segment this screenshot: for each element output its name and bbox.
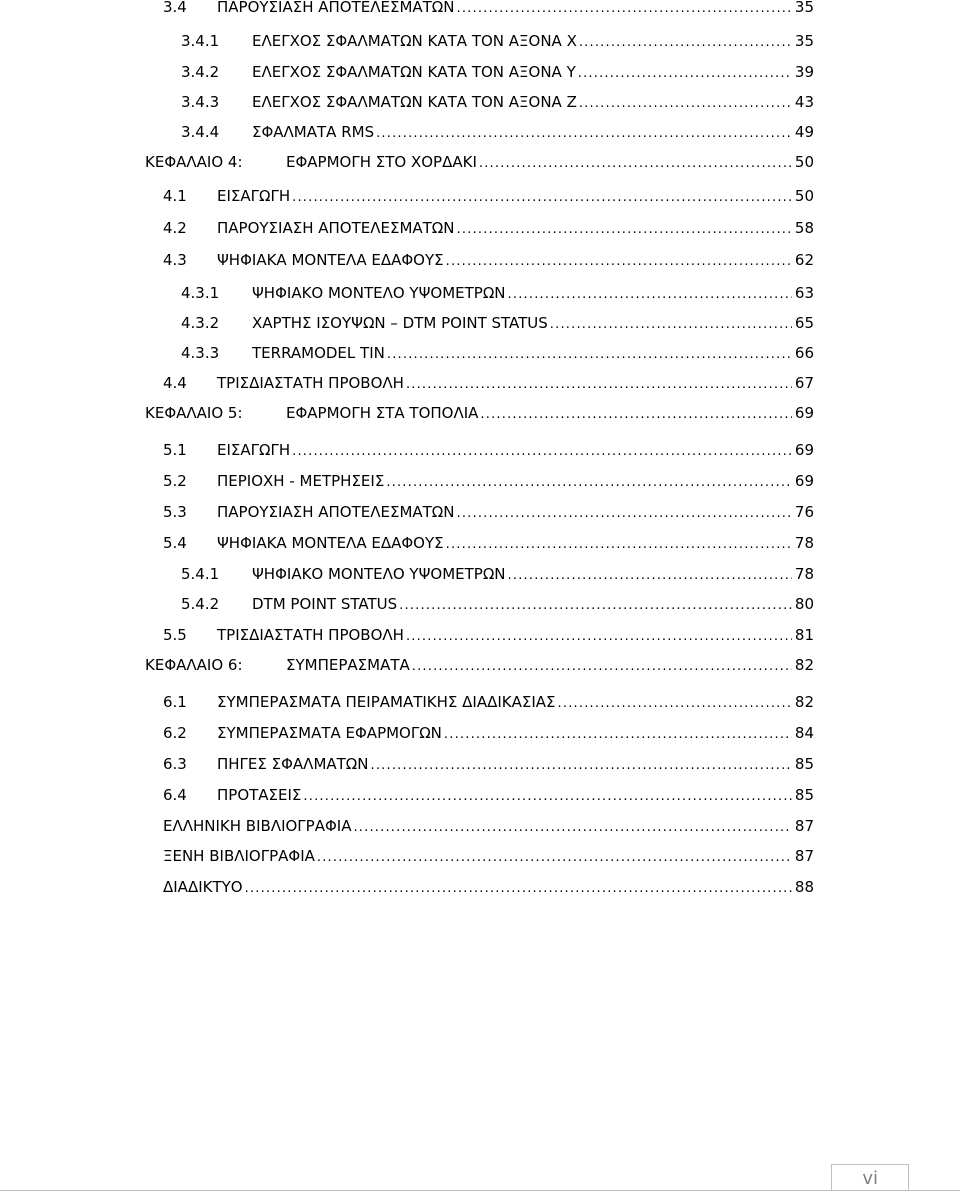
toc-entry-title: ΕΛΕΓΧΟΣ ΣΦΑΛΜΑΤΩΝ ΚΑΤΑ ΤΟΝ ΑΞΟΝΑ X xyxy=(252,32,577,50)
toc-entry[interactable] xyxy=(181,564,814,584)
toc-leader-dots xyxy=(386,473,792,493)
toc-leader-dots xyxy=(399,596,792,616)
toc-leader-dots xyxy=(292,188,792,208)
toc-entry-page: 81 xyxy=(794,626,814,644)
toc-entry-number: 4.3.1 xyxy=(181,284,220,302)
toc-leader-dots xyxy=(444,725,792,745)
toc-entry-page: 78 xyxy=(794,534,814,552)
toc-chapter-entry[interactable] xyxy=(145,403,814,423)
toc-leader-dots xyxy=(406,375,792,395)
toc-entry[interactable] xyxy=(181,122,814,142)
toc-entry-title: ΣΦΑΛΜΑΤΑ RMS xyxy=(252,123,375,141)
toc-entry-title: ΣΥΜΠΕΡΑΣΜΑΤΑ ΕΦΑΡΜΟΓΩΝ xyxy=(217,724,442,742)
toc-entry-number: 4.3 xyxy=(163,251,187,269)
toc-entry[interactable] xyxy=(181,62,814,82)
toc-entry-number: 3.4.2 xyxy=(181,63,220,81)
toc-entry-title: ΕΦΑΡΜΟΓΗ ΣΤΟ ΧΟΡΔΑΚΙ xyxy=(286,153,477,171)
toc-entry[interactable] xyxy=(163,846,814,866)
toc-entry[interactable] xyxy=(163,877,814,897)
toc-leader-dots xyxy=(371,756,792,776)
toc-leader-dots xyxy=(292,442,792,462)
toc-entry-number: 3.4.4 xyxy=(181,123,220,141)
toc-leader-dots xyxy=(550,315,792,335)
toc-entry-number: 3.4.1 xyxy=(181,32,220,50)
footer-rule xyxy=(0,1190,960,1191)
toc-leader-dots xyxy=(457,504,792,524)
toc-entry[interactable] xyxy=(163,692,814,712)
toc-entry-number: 5.4.2 xyxy=(181,595,220,613)
toc-leader-dots xyxy=(245,879,792,899)
toc-entry-title: ΣΥΜΠΕΡΑΣΜΑΤΑ ΠΕΙΡΑΜΑΤΙΚΗΣ ΔΙΑΔΙΚΑΣΙΑΣ xyxy=(217,693,556,711)
toc-leader-dots xyxy=(457,0,792,19)
toc-leader-dots xyxy=(578,64,792,84)
toc-entry[interactable] xyxy=(163,816,814,836)
toc-entry[interactable] xyxy=(181,594,814,614)
toc-entry-page: 66 xyxy=(794,344,814,362)
toc-leader-dots xyxy=(412,657,792,677)
toc-entry-number: ΚΕΦΑΛΑΙΟ 5: xyxy=(145,404,243,422)
toc-leader-dots xyxy=(317,848,792,868)
toc-entry-page: 35 xyxy=(794,32,814,50)
toc-entry-page: 63 xyxy=(794,284,814,302)
toc-leader-dots xyxy=(480,405,791,425)
toc-entry-number: 5.1 xyxy=(163,441,187,459)
toc-entry-page: 82 xyxy=(794,656,814,674)
toc-entry-title: ΨΗΦΙΑΚΑ ΜΟΝΤΕΛΑ ΕΔΑΦΟΥΣ xyxy=(217,251,444,269)
toc-entry-page: 76 xyxy=(794,503,814,521)
toc-entry-page: 88 xyxy=(794,878,814,896)
toc-entry-page: 87 xyxy=(794,847,814,865)
toc-leader-dots xyxy=(479,154,792,174)
toc-leader-dots xyxy=(387,345,792,365)
toc-chapter-entry[interactable] xyxy=(145,655,814,675)
toc-entry[interactable] xyxy=(163,502,814,522)
toc-entry-page: 50 xyxy=(794,153,814,171)
toc-leader-dots xyxy=(446,252,792,272)
toc-entry-page: 35 xyxy=(794,0,814,16)
toc-entry-page: 50 xyxy=(794,187,814,205)
toc-entry-number: 3.4.3 xyxy=(181,93,220,111)
toc-entry-number: 5.3 xyxy=(163,503,187,521)
toc-entry-page: 69 xyxy=(794,404,814,422)
toc-entry-page: 39 xyxy=(794,63,814,81)
toc-entry-page: 43 xyxy=(794,93,814,111)
toc-entry-title: ΠΑΡΟΥΣΙΑΣΗ ΑΠΟΤΕΛΕΣΜΑΤΩΝ xyxy=(217,219,455,237)
toc-chapter-entry[interactable] xyxy=(145,152,814,172)
toc-entry[interactable] xyxy=(163,440,814,460)
toc-entry-title: TERRAMODEL TIN xyxy=(252,344,385,362)
toc-entry-page: 85 xyxy=(794,755,814,773)
toc-entry-title: ΕΛΕΓΧΟΣ ΣΦΑΛΜΑΤΩΝ ΚΑΤΑ ΤΟΝ ΑΞΟΝΑ Z xyxy=(252,93,577,111)
toc-entry-title: ΞΕΝΗ ΒΙΒΛΙΟΓΡΑΦΙΑ xyxy=(163,847,315,865)
toc-entry-number: ΚΕΦΑΛΑΙΟ 6: xyxy=(145,656,243,674)
toc-entry-title: ΠΑΡΟΥΣΙΑΣΗ ΑΠΟΤΕΛΕΣΜΑΤΩΝ xyxy=(217,503,455,521)
toc-entry-page: 69 xyxy=(794,441,814,459)
toc-entry-number: ΚΕΦΑΛΑΙΟ 4: xyxy=(145,153,243,171)
toc-entry[interactable] xyxy=(163,250,814,270)
toc-entry-number: 6.2 xyxy=(163,724,187,742)
toc-entry-number: 4.3.3 xyxy=(181,344,220,362)
toc-entry[interactable] xyxy=(163,625,814,645)
toc-entry-title: ΣΥΜΠΕΡΑΣΜΑΤΑ xyxy=(286,656,410,674)
toc-entry[interactable] xyxy=(163,373,814,393)
toc-entry-title: ΠΡΟΤΑΣΕΙΣ xyxy=(217,786,302,804)
toc-entry-title: ΕΙΣΑΓΩΓΗ xyxy=(217,441,291,459)
toc-leader-dots xyxy=(353,818,791,838)
toc-entry-page: 87 xyxy=(794,817,814,835)
toc-entry-title: ΤΡΙΣΔΙΑΣΤΑΤΗ ΠΡΟΒΟΛΗ xyxy=(217,626,404,644)
toc-entry-title: ΠΕΡΙΟΧΗ - ΜΕΤΡΗΣΕΙΣ xyxy=(217,472,385,490)
toc-entry-page: 82 xyxy=(794,693,814,711)
toc-entry-number: 6.1 xyxy=(163,693,187,711)
toc-entry[interactable] xyxy=(181,313,814,333)
toc-entry-page: 58 xyxy=(794,219,814,237)
toc-entry[interactable] xyxy=(163,471,814,491)
toc-entry-number: 5.2 xyxy=(163,472,187,490)
toc-entry[interactable] xyxy=(163,186,814,206)
toc-leader-dots xyxy=(508,285,792,305)
toc-leader-dots xyxy=(406,627,792,647)
toc-entry-title: ΨΗΦΙΑΚΑ ΜΟΝΤΕΛΑ ΕΔΑΦΟΥΣ xyxy=(217,534,444,552)
toc-entry-number: 5.5 xyxy=(163,626,187,644)
toc-entry-page: 80 xyxy=(794,595,814,613)
toc-entry-title: ΔΙΑΔΙΚΤΥΟ xyxy=(163,878,243,896)
toc-entry-title: ΠΗΓΕΣ ΣΦΑΛΜΑΤΩΝ xyxy=(217,755,369,773)
toc-entry-page: 65 xyxy=(794,314,814,332)
toc-leader-dots xyxy=(457,220,792,240)
toc-entry-title: ΕΦΑΡΜΟΓΗ ΣΤΑ ΤΟΠΟΛΙΑ xyxy=(286,404,479,422)
toc-leader-dots xyxy=(558,694,792,714)
toc-entry-number: 5.4.1 xyxy=(181,565,220,583)
toc-leader-dots xyxy=(446,535,792,555)
page-number-box xyxy=(831,1164,909,1190)
toc-entry-title: ΨΗΦΙΑΚΟ ΜΟΝΤΕΛΟ ΥΨΟΜΕΤΡΩΝ xyxy=(252,284,506,302)
toc-leader-dots xyxy=(579,94,792,114)
toc-entry-number: 5.4 xyxy=(163,534,187,552)
toc-entry-page: 49 xyxy=(794,123,814,141)
toc-entry-title: ΕΛΛΗΝΙΚΗ ΒΙΒΛΙΟΓΡΑΦΙΑ xyxy=(163,817,352,835)
toc-entry-number: 3.4 xyxy=(163,0,187,16)
toc-entry-number: 4.2 xyxy=(163,219,187,237)
toc-entry-title: ΤΡΙΣΔΙΑΣΤΑΤΗ ΠΡΟΒΟΛΗ xyxy=(217,374,404,392)
toc-entry[interactable] xyxy=(163,218,814,238)
toc-entry[interactable] xyxy=(163,723,814,743)
toc-leader-dots xyxy=(508,566,792,586)
toc-entry[interactable] xyxy=(163,533,814,553)
toc-entry-page: 78 xyxy=(794,565,814,583)
toc-entry-title: ΧΑΡΤΗΣ ΙΣΟΥΨΩΝ – DTM POINT STATUS xyxy=(252,314,548,332)
toc-entry[interactable] xyxy=(181,92,814,112)
toc-entry-page: 84 xyxy=(794,724,814,742)
toc-entry-number: 4.4 xyxy=(163,374,187,392)
toc-leader-dots xyxy=(376,124,792,144)
page-number: vi xyxy=(862,1168,878,1189)
toc-entry[interactable] xyxy=(163,785,814,805)
toc-entry-title: ΠΑΡΟΥΣΙΑΣΗ ΑΠΟΤΕΛΕΣΜΑΤΩΝ xyxy=(217,0,455,16)
toc-entry[interactable] xyxy=(163,754,814,774)
toc-entry[interactable] xyxy=(181,31,814,51)
toc-entry-number: 4.1 xyxy=(163,187,187,205)
toc-entry[interactable] xyxy=(163,0,814,17)
toc-entry-title: ΕΛΕΓΧΟΣ ΣΦΑΛΜΑΤΩΝ ΚΑΤΑ ΤΟΝ ΑΞΟΝΑ Y xyxy=(252,63,576,81)
toc-entry-page: 85 xyxy=(794,786,814,804)
toc-entry-number: 4.3.2 xyxy=(181,314,220,332)
toc-entry-page: 62 xyxy=(794,251,814,269)
toc-entry-title: ΨΗΦΙΑΚΟ ΜΟΝΤΕΛΟ ΥΨΟΜΕΤΡΩΝ xyxy=(252,565,506,583)
toc-entry-title: DTM POINT STATUS xyxy=(252,595,398,613)
toc-entry-number: 6.4 xyxy=(163,786,187,804)
toc-leader-dots xyxy=(579,33,792,53)
toc-entry-title: ΕΙΣΑΓΩΓΗ xyxy=(217,187,291,205)
toc-entry-page: 67 xyxy=(794,374,814,392)
toc-entry-page: 69 xyxy=(794,472,814,490)
toc-entry[interactable] xyxy=(181,343,814,363)
toc-leader-dots xyxy=(303,787,791,807)
toc-entry-number: 6.3 xyxy=(163,755,187,773)
toc-entry[interactable] xyxy=(181,283,814,303)
